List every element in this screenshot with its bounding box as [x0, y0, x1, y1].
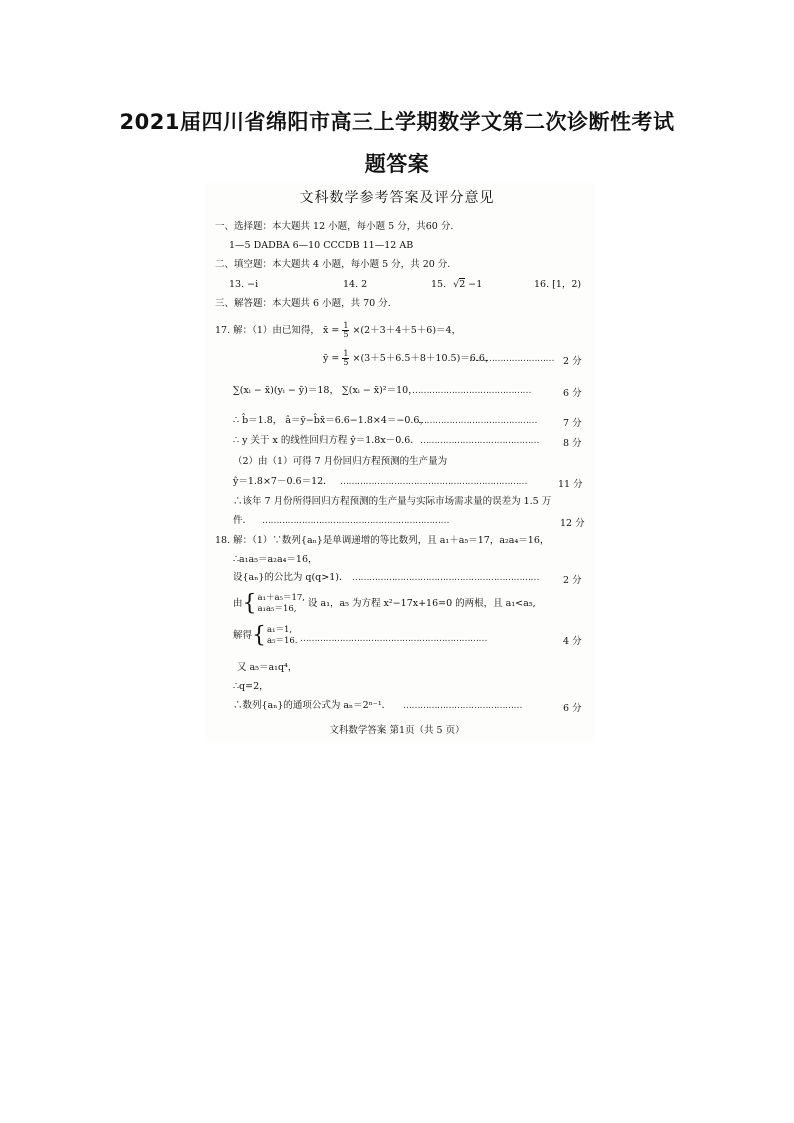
score-6: 6 分: [563, 703, 582, 714]
p18-you: 由: [233, 598, 243, 609]
section-2-heading: 二、填空题：本大题共 4 小题，每小题 5 分，共 20 分.: [215, 259, 451, 270]
leader-dots: ……………………………………: [403, 701, 522, 711]
score-2: 2 分: [563, 575, 582, 586]
leader-dots: ……………………………………: [420, 436, 539, 446]
problem-18-line-2: ∴a₁a₅＝a₂a₄＝16，: [233, 554, 318, 565]
leader-dots: …………………………………………………………: [352, 573, 539, 583]
answer-15-tail: −1: [468, 279, 483, 290]
leader-dots: …………………………………………………………: [340, 477, 527, 487]
equation-system-1: [258, 593, 305, 615]
system-1-row-2: a₁a₅＝16,: [257, 603, 297, 614]
left-brace: {: [252, 622, 267, 648]
leader-dots: …………………………………………………………: [262, 516, 449, 526]
answer-15-label: 15.: [431, 279, 447, 290]
problem-17-line-7: ŷ＝1.8×7－0.6＝12．: [233, 476, 333, 487]
system-2-row-1: a₁＝1,: [267, 624, 293, 635]
fraction-numerator: 1: [343, 349, 349, 358]
problem-17-line-3: ∑(xᵢ − x̄)(yᵢ − ȳ)＝18， ∑(xᵢ − x̄)²＝10，: [233, 385, 418, 396]
answer-15: [431, 279, 482, 291]
ybar-expression: ×(3＋5＋6.5＋8＋10.5)＝6.6，: [352, 353, 495, 364]
fraction-one-fifth: [342, 322, 349, 339]
section-1-answers: 1—5 DADBA 6—10 CCCDB 11—12 AB: [229, 240, 414, 251]
answer-sheet-subtitle: 文科数学参考答案及评分意见: [299, 190, 495, 206]
problem-17-line-4: ∴ b̂＝1.8， â＝ȳ−b̂x̄＝6.6−1.8×4＝−0.6，: [233, 415, 429, 426]
problem-18-line-1: 18. 解：（1）∵数列{aₙ}是单调递增的等比数列，且 a₁＋a₅＝17，a₂a₄＝16，: [215, 535, 550, 546]
document-title-line2: 题答案: [364, 152, 430, 176]
p17-intro: 17. 解：（1）由已知得，: [215, 325, 320, 336]
score-6: 6 分: [563, 388, 582, 399]
section-1-heading: 一、选择题：本大题共 12 小题，每小题 5 分，共60 分.: [215, 221, 454, 232]
problem-17-line-1: [215, 322, 461, 340]
system-2-row-2: a₅＝16.: [267, 635, 298, 646]
score-2: 2 分: [563, 356, 582, 367]
score-7: 7 分: [563, 418, 582, 429]
problem-18-line-5: [233, 624, 298, 648]
left-brace: {: [242, 590, 257, 616]
p18-roots-text: 设 a₁，a₅ 为方程 x²−17x+16=0 的两根，且 a₁<a₅,: [308, 598, 536, 609]
fraction-one-fifth: [342, 350, 349, 367]
problem-17-line-8: ∴该年 7 月份所得回归方程预测的生产量与实际市场需求量的误差为 1.5 万: [233, 496, 552, 507]
system-1-row-1: a₁＋a₅＝17,: [257, 592, 305, 603]
leader-dots: ……………………………………: [418, 416, 537, 426]
sqrt-symbol: √2: [453, 279, 466, 290]
problem-18-line-7: ∴q=2，: [233, 681, 269, 692]
equation-system-2: [267, 625, 298, 647]
problem-18-line-8: ∴数列{aₙ}的通项公式为 aₙ＝2ⁿ⁻¹．: [233, 700, 392, 711]
document-title-line1: 2021届四川省绵阳市高三上学期数学文第二次诊断性考试: [119, 110, 675, 134]
problem-17-line-5: ∴ y 关于 x 的线性回归方程 ŷ＝1.8x－0.6．: [233, 435, 420, 446]
leader-dots: …………………………: [469, 354, 554, 364]
ybar-label: ȳ =: [323, 353, 340, 364]
answer-14: 14. 2: [343, 279, 368, 290]
problem-18-line-6: 又 a₅＝a₁q⁴，: [237, 662, 298, 673]
score-12: 12 分: [560, 518, 585, 529]
p18-solve: 解得: [233, 630, 253, 641]
leader-dots: ……………………………………: [412, 386, 531, 396]
fraction-numerator: 1: [343, 321, 349, 330]
problem-18-line-4: [233, 592, 536, 616]
score-8: 8 分: [563, 438, 582, 449]
leader-dots: …………………………………………………………: [300, 634, 487, 644]
problem-18-line-3: 设{aₙ}的公比为 q(q>1)．: [233, 572, 349, 583]
xbar-label: x̄ =: [322, 325, 340, 336]
answer-16: 16. [1，2): [534, 279, 582, 290]
problem-17-line-9: 件．: [233, 515, 253, 526]
xbar-expression: ×(2＋3＋4＋5＋6)＝4，: [352, 325, 462, 336]
page-footer: 文科数学答案 第1页（共 5 页）: [329, 725, 465, 736]
section-3-heading: 三、解答题：本大题共 6 小题，共 70 分.: [215, 298, 391, 309]
score-4: 4 分: [563, 636, 582, 647]
answer-15-radicand: 2: [459, 279, 466, 290]
answer-13: 13. −i: [229, 279, 259, 290]
problem-17-line-6: （2）由（1）可得 7 月份回归方程预测的生产量为: [233, 456, 448, 467]
fraction-denominator: 5: [343, 330, 349, 339]
score-11: 11 分: [558, 479, 583, 490]
fraction-denominator: 5: [343, 358, 349, 367]
